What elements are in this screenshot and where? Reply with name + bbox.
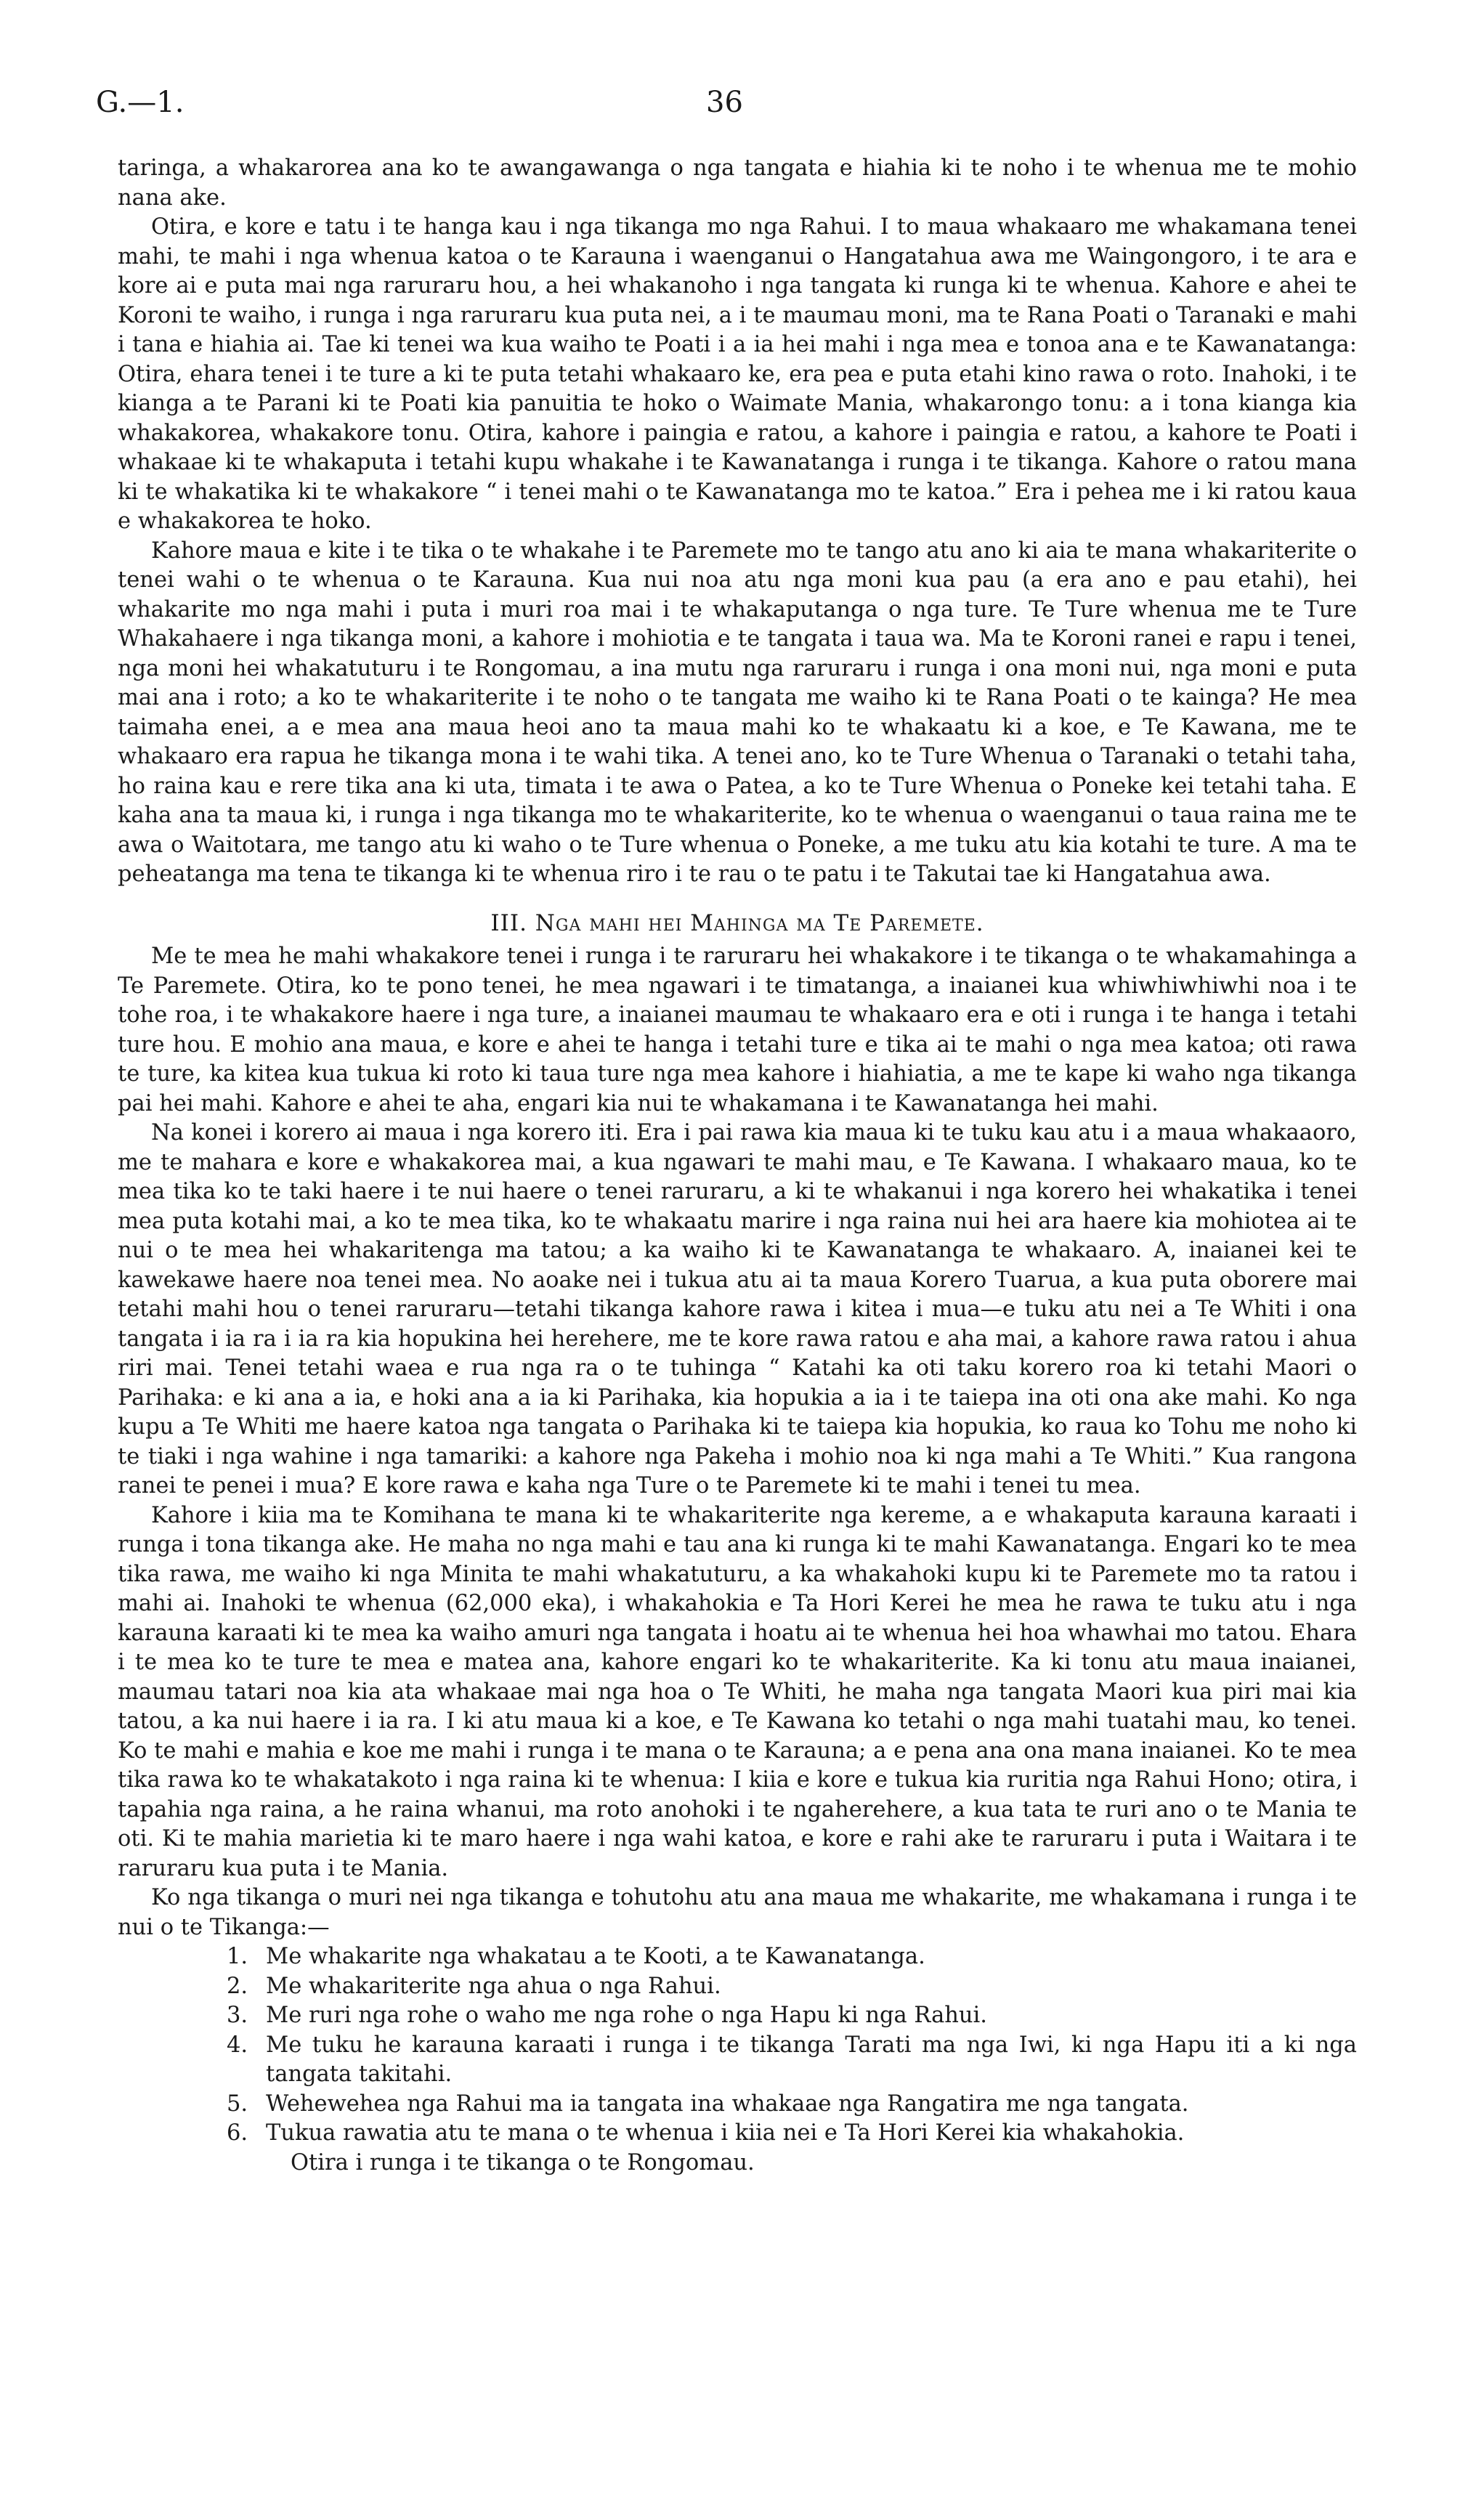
paragraph: Ko nga tikanga o muri nei nga tikanga e tohutohu atu ana maua me whakarite, me whakamana i runga i te nui o te Tikanga:— (118, 1885, 1357, 1940)
document-reference: G.—1. (96, 86, 185, 119)
list-number: 6. (227, 2120, 248, 2146)
list-text: Me ruri nga rohe o waho me nga rohe o nga Hapu ki nga Rahui. (266, 2003, 988, 2028)
list-item (227, 2031, 1357, 2090)
page-header (96, 86, 1360, 129)
paragraph: Me te mea he mahi whakakore tenei i runga i te raruraru hei whakakore i te tikanga o te whakamahinga a Te Paremete. Otira, ko te pono tenei, he mea ngawari i te timatanga, a inaianei kua whiwhiwhiwhi noa i te tohe roa, i te whakakore haere i nga ture, a inaianei maumau te whakaaro era e oti i runga i te hanga i tetahi ture hou. E mohio ana maua, e kore e ahei te hanga i tetahi ture e tika ai te mahi o nga mea katoa; oti rawa te ture, ka kitea kua tukua ki roto ki taua ture nga mea kahore i hiahiatia, a me te kape ki waho nga tikanga pai hei mahi. Kahore e ahei te aha, engari kia nui te whakamana i te Kawanatanga hei mahi. (118, 944, 1357, 1116)
list-text: Me whakarite nga whakatau a te Kooti, a te Kawanatanga. (266, 1944, 925, 1969)
section-heading (118, 909, 1357, 938)
list-item (227, 1942, 1357, 1972)
body-text (118, 154, 1357, 2178)
closing-line: Otira i runga i te tikanga o te Rongomau. (291, 2149, 755, 2176)
paragraph: Otira, e kore e tatu i te hanga kau i nga tikanga mo nga Rahui. I to maua whakaaro me whakamana tenei mahi, te mahi i nga whenua katoa o te Karauna i waenganui o Hangatahua awa me Waingongoro, i te ara e kore ai e puta mai nga raruraru hou, a hei whakanoho i nga tangata ki runga ki te whenua. Kahore e ahei te Koroni te waiho, i runga i nga raruraru kua puta nei, a i te maumau moni, ma te Rana Poati o Taranaki e mahi i tana e hiahia ai. Tae ki tenei wa kua waiho te Poati i a ia hei mahi i nga mea e tonoa ana e te Kawanatanga: Otira, ehara tenei i te ture a ki te puta tetahi whakaaro ke, era pea e puta etahi kino rawa o roto. Inahoki, i te kianga a te Parani ki te Poati kia panuitia te hoko o Waimate Mania, whakarongo tonu: a i tona kianga kia whakakorea, whakakore tonu. Otira, kahore i paingia e ratou, a kahore i paingia e ratou, a kahore te Poati i whakaae ki te whakaputa i tetahi kupu whakahe i te Kawanatanga i runga i te tikanga. Kahore o ratou mana ki te whakatika ki te whakakore “ i tenei mahi o te Kawanatanga mo te katoa.” Era i pehea me i ki ratou kaua e whakakorea te hoko. (118, 214, 1357, 534)
list-item (227, 1972, 1357, 2002)
page-number: 36 (706, 86, 743, 119)
list-number: 3. (227, 2003, 248, 2028)
paragraph: Kahore i kiia ma te Komihana te mana ki te whakariterite nga kereme, a e whakaputa karauna karaati i runga i tona tikanga ake. He maha no nga mahi e tau ana ki runga ki te mahi Kawanatanga. Engari ko te mea tika rawa, me waiho ki nga Minita te mahi whakatuturu, a ka whakahoki kupu ki te Paremete mo ta ratou i mahi ai. Inahoki te whenua (62,000 eka), i whakahokia e Ta Hori Kerei he mea he rawa te tuku atu i nga karauna karaati ki te mea ka waiho amuri nga tangata i hoatu ai te whenua hei hoa whawhai mo tatou. Ehara i te mea ko te ture te mea e matea ana, kahore engari ko te whakariterite. Ka ki tonu atu maua inaianei, maumau tatari noa kia ata whakaae mai nga hoa o Te Whiti, he maha nga tangata Maori kua piri mai kia tatou, a ka nui haere i ia ra. I ki atu maua ki a koe, e Te Kawana ko tetahi o nga mahi tuatahi mau, ko tenei. Ko te mahi e mahia e koe me mahi i runga i te mana o te Karauna; a e pena ana ona mana inaianei. Ko te mea tika rawa ko te whakatakoto i nga raina ki te whenua: I kiia e kore e tukua kia ruritia nga Rahui Hono; otira, i tapahia nga raina, a he raina whanui, ma roto anohoki i te ngaherehere, a kua tata te ruri ano o te Mania te oti. Ki te mahia marietia ki te maro haere i nga wahi katoa, e kore e rahi ake te raruraru i puta i Waitara i te raruraru kua puta i te Mania. (118, 1502, 1357, 1881)
section-numeral: III. (490, 909, 527, 936)
list-text: Me tuku he karauna karaati i runga i te tikanga Tarati ma nga Iwi, ki nga Hapu iti a ki nga tangata takitahi. (266, 2032, 1357, 2087)
list-number: 4. (227, 2032, 248, 2058)
list-text: Tukua rawatia atu te mana o te whenua i kiia nei e Ta Hori Kerei kia whakahokia. (266, 2120, 1185, 2146)
paragraph: taringa, a whakarorea ana ko te awangawanga o nga tangata e hiahia ki te noho i te whenua me te mohio nana ake. (118, 155, 1357, 211)
section-title: Nga mahi hei Mahinga ma Te Paremete. (535, 909, 984, 936)
list-text: Me whakariterite nga ahua o nga Rahui. (266, 1973, 721, 1999)
paragraph: Kahore maua e kite i te tika o te whakahe i te Paremete mo te tango atu ano ki aia te mana whakariterite o tenei wahi o te whenua o te Karauna. Kua nui noa atu nga moni kua pau (a era ano e pau etahi), hei whakarite mo nga mahi i puta i muri roa mai i te whakaputanga o nga ture. Te Ture whenua me te Ture Whakahaere i nga tikanga moni, a kahore i mohiotia e te tangata i taua wa. Ma te Koroni ranei e rapu i tenei, nga moni hei whakatuturu i te Rongomau, a ina mutu nga raruraru i runga i ona moni nui, nga moni e puta mai ana i roto; a ko te whakariterite i te noho o te tangata me waiho ki te Rana Poati o te kainga? He mea taimaha enei, a e mea ana maua heoi ano ta maua mahi ko te whakaatu ki a koe, e Te Kawana, me te whakaaro era rapua he tikanga mona i te wahi tika. A tenei ano, ko te Ture Whenua o Taranaki o tetahi taha, ho raina kau e rere tika ana ki uta, timata i te awa o Patea, a ko te Ture Whenua o Poneke kei tetahi taha. E kaha ana ta maua ki, i runga i nga tikanga mo te whakariterite, ko te whenua o waenganui o taua raina me te awa o Waitotara, me tango atu ki waho o te Ture whenua o Poneke, a me tuku atu kia kotahi te ture. A ma te peheatanga ma tena te tikanga ki te whenua riro i te rau o te patu i te Takutai tae ki Hangatahua awa. (118, 538, 1357, 887)
list-number: 5. (227, 2091, 248, 2117)
list-item (227, 2001, 1357, 2031)
recommendations-list (118, 1942, 1357, 2149)
list-number: 1. (227, 1944, 248, 1969)
list-item (227, 2119, 1357, 2149)
list-text: Wehewehea nga Rahui ma ia tangata ina whakaae nga Rangatira me nga tangata. (266, 2091, 1189, 2117)
list-number: 2. (227, 1973, 248, 1999)
list-item (227, 2090, 1357, 2120)
paragraph: Na konei i korero ai maua i nga korero iti. Era i pai rawa kia maua ki te tuku kau atu i a maua whakaaoro, me te mahara e kore e whakakorea mai, a kua ngawari te mahi mau, e Te Kawana. I whakaaro maua, ko te mea tika ko te taki haere i te nui haere o tenei raruraru, a ki te whakanui i nga korero hei whakatika i tenei mea puta kotahi mai, a ko te mea tika, ko te whakaatu marire i nga raina nui hei ara haere kia mohiotea ai te nui o te mea hei whakaritenga ma tatou; a ka waiho ki te Kawanatanga te whakaaro. A, inaianei kei te kawekawe haere noa tenei mea. No aoake nei i tukua atu ai ta maua Korero Tuarua, a kua puta oborere mai tetahi mahi hou o tenei raruraru—tetahi tikanga kahore rawa i kitea i mua—e tuku atu nei a Te Whiti i ona tangata i ia ra i ia ra kia hopukina hei herehere, me te kore rawa ratou e aha mai, a kahore rawa ratou i ahua riri mai. Tenei tetahi waea e rua nga ra o te tuhinga “ Katahi ka oti taku korero roa ki tetahi Maori o Parihaka: e ki ana a ia, e hoki ana a ia ki Parihaka, kia hopukia a ia i te taiepa ina oti ona ake mahi. Ko nga kupu a Te Whiti me haere katoa nga tangata o Parihaka ki te taiepa kia hopukia, ko raua ko Tohu me noho ki te tiaki i nga wahine i nga tamariki: a kahore nga Pakeha i mohio noa ki nga mahi a Te Whiti.” Kua rangona ranei te penei i mua? E kore rawa e kaha nga Ture o te Paremete ki te mahi i tenei tu mea. (118, 1120, 1357, 1499)
